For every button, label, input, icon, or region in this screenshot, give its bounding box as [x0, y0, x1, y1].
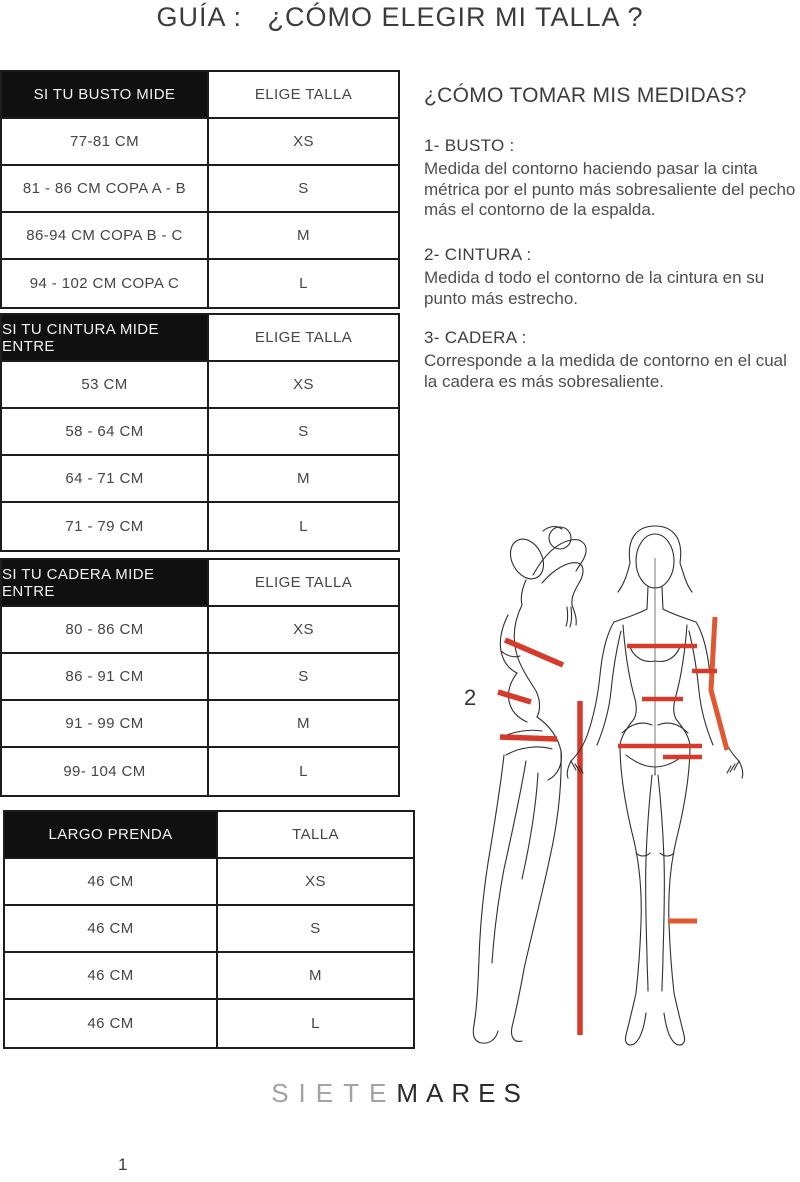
cell-measurement: 77-81 CM	[2, 119, 209, 164]
size-table-largo-prenda	[3, 810, 415, 1049]
cell-measurement: 80 - 86 CM	[2, 607, 209, 652]
cell-size: XS	[293, 133, 314, 150]
brand-logo	[0, 1078, 800, 1109]
cell-measurement: 81 - 86 CM COPA A - B	[2, 166, 209, 211]
cell-size: XS	[305, 873, 326, 890]
cell-size: S	[298, 668, 309, 685]
cell-measurement: 64 - 71 CM	[2, 456, 209, 501]
cell-size: XS	[293, 621, 314, 638]
table-row	[2, 701, 398, 748]
cell-size: M	[297, 715, 310, 732]
cell-size: L	[299, 275, 308, 292]
table-row	[2, 362, 398, 409]
cell-measurement: 58 - 64 CM	[2, 409, 209, 454]
cell-size: XS	[293, 376, 314, 393]
table-row	[2, 748, 398, 795]
measurement-figures-illustration	[430, 523, 800, 1068]
instruction-body: Medida del contorno haciendo pasar la cinta métrica por el punto más sobresaliente del pecho más el contorno de la espalda.	[424, 159, 796, 219]
size-table-busto	[0, 70, 400, 309]
instruction-heading: 1- BUSTO :	[424, 136, 515, 155]
cell-size: L	[299, 763, 308, 780]
table-header-size: TALLA	[292, 826, 339, 843]
cell-measurement: 86 - 91 CM	[2, 654, 209, 699]
table-row	[2, 456, 398, 503]
cell-size: S	[298, 180, 309, 197]
table-header-row	[5, 812, 413, 859]
cell-measurement: 53 CM	[2, 362, 209, 407]
table-row	[5, 953, 413, 1000]
cell-size: M	[297, 470, 310, 487]
cell-size: S	[310, 920, 321, 937]
table-header-row	[2, 315, 398, 362]
instruction-body: Medida d todo el contorno de la cintura en su punto más estrecho.	[424, 268, 765, 308]
cell-measurement: 46 CM	[5, 906, 218, 951]
instruction-cintura	[424, 245, 796, 309]
instruction-cadera	[424, 328, 796, 392]
table-header-criteria: LARGO PRENDA	[5, 812, 218, 857]
cell-measurement: 46 CM	[5, 859, 218, 904]
instruction-body: Corresponde a la medida de contorno en el cual la cadera es más sobresaliente.	[424, 351, 787, 391]
table-row	[2, 119, 398, 166]
table-header-size: ELIGE TALLA	[254, 574, 353, 591]
size-table-cadera	[0, 558, 400, 797]
cell-measurement: 91 - 99 CM	[2, 701, 209, 746]
cell-size: M	[309, 967, 322, 984]
table-row	[2, 166, 398, 213]
side-figure-sketch	[473, 527, 586, 1044]
table-row	[5, 859, 413, 906]
waist-number-label: 2	[464, 685, 477, 710]
cell-size: L	[311, 1015, 320, 1032]
cell-measurement: 71 - 79 CM	[2, 503, 209, 550]
cell-measurement: 86-94 CM COPA B - C	[2, 213, 209, 258]
how-to-measure-title: ¿CÓMO TOMAR MIS MEDIDAS?	[424, 84, 747, 107]
cell-measurement: 46 CM	[5, 953, 218, 998]
table-row	[2, 503, 398, 550]
table-row	[2, 213, 398, 260]
table-row	[5, 906, 413, 953]
cell-measurement: 46 CM	[5, 1000, 218, 1047]
table-header-size: ELIGE TALLA	[254, 86, 353, 103]
cell-size: L	[299, 518, 308, 535]
brand-name-light: SIETE	[271, 1078, 397, 1108]
table-row	[5, 1000, 413, 1047]
side-hip-line	[500, 737, 557, 739]
arm-length-line	[711, 617, 727, 750]
table-header-criteria: SI TU CADERA MIDE ENTRE	[2, 560, 209, 605]
table-header-row	[2, 72, 398, 119]
cell-size: S	[298, 423, 309, 440]
cell-measurement: 94 - 102 CM COPA C	[2, 260, 209, 307]
table-row	[2, 260, 398, 307]
size-table-cintura	[0, 313, 400, 552]
table-header-criteria: SI TU CINTURA MIDE ENTRE	[2, 315, 209, 360]
brand-name-bold: MARES	[396, 1078, 529, 1108]
table-header-size: ELIGE TALLA	[254, 329, 353, 346]
instruction-heading: 2- CINTURA :	[424, 245, 532, 264]
cell-measurement: 99- 104 CM	[2, 748, 209, 795]
table-header-criteria: SI TU BUSTO MIDE	[2, 72, 209, 117]
page-title: GUÍA : ¿CÓMO ELEGIR MI TALLA ?	[156, 2, 644, 32]
page-number: 1	[118, 1155, 128, 1174]
table-row	[2, 654, 398, 701]
table-header-row	[2, 560, 398, 607]
table-row	[2, 607, 398, 654]
side-waist-line	[498, 692, 531, 702]
instruction-heading: 3- CADERA :	[424, 328, 527, 347]
side-bust-line	[505, 640, 563, 665]
table-row	[2, 409, 398, 456]
instruction-busto	[424, 136, 796, 221]
cell-size: M	[297, 227, 310, 244]
